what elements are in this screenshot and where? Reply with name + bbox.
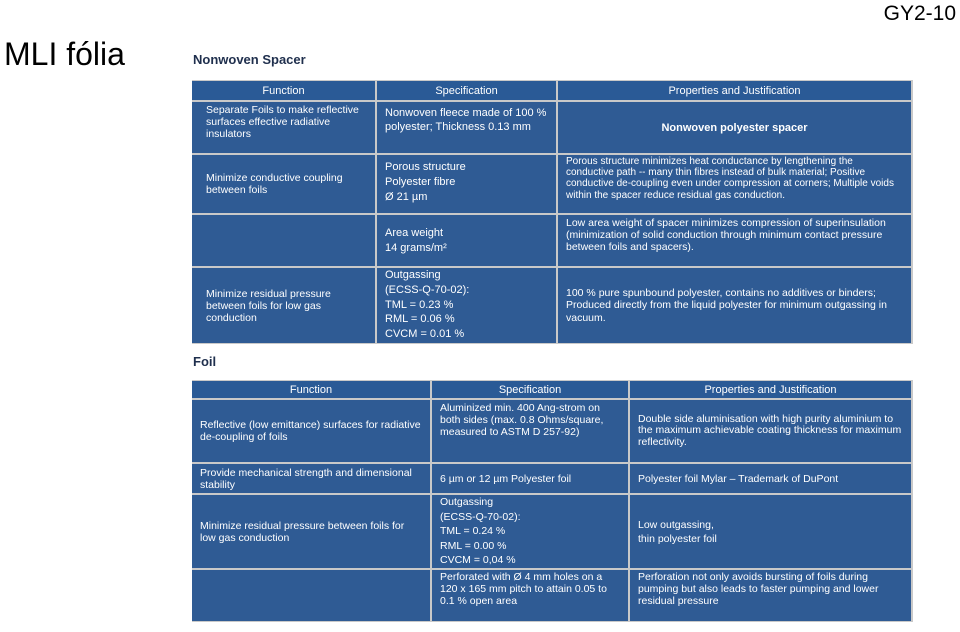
- foil-prop-2: Polyester foil Mylar – Trademark of DuPont: [630, 464, 911, 493]
- foil-header-function: Function: [192, 381, 430, 398]
- foil-header-specification: Specification: [432, 381, 628, 398]
- spacer-header-properties: Properties and Justification: [558, 81, 911, 100]
- foil-function-1: Reflective (low emittance) surfaces for radiative de-coupling of foils: [192, 400, 430, 462]
- foil-section-title: Foil: [193, 354, 217, 369]
- spacer-function-1: Separate Foils to make reflective surfaces effective radiative insulators: [192, 102, 375, 153]
- spacer-spec-2: Porous structure Polyester fibre Ø 21 µm: [377, 155, 556, 213]
- spacer-header-specification: Specification: [377, 81, 556, 100]
- foil-spec-4: Perforated with Ø 4 mm holes on a 120 x 165 mm pitch to attain 0.05 to 0.1 % open area: [432, 570, 628, 621]
- foil-function-3: Minimize residual pressure between foils for low gas conduction: [192, 495, 430, 568]
- foil-function-2: Provide mechanical strength and dimensional stability: [192, 464, 430, 493]
- slide-code: GY2-10: [883, 2, 956, 25]
- foil-spec-3: Outgassing (ECSS-Q-70-02): TML = 0.24 % RML = 0.00 % CVCM = 0,04 %: [432, 495, 628, 568]
- spacer-function-empty: [192, 215, 375, 266]
- foil-spec-2: 6 µm or 12 µm Polyester foil: [432, 464, 628, 493]
- spacer-function-2: Minimize conductive coupling between foils: [192, 155, 375, 213]
- spacer-prop-4: 100 % pure spunbound polyester, contains no additives or binders; Produced directly from the liquid polyester for minimum outgassing in vacuum.: [558, 268, 911, 343]
- foil-function-empty: [192, 570, 430, 621]
- spacer-spec-1: Nonwoven fleece made of 100 % polyester; Thickness 0.13 mm: [377, 102, 556, 153]
- spacer-prop-2: Porous structure minimizes heat conductance by lengthening the conductive path -- many thin fibres instead of bulk material; Positive conductive de-coupling even under compression at corners; Multiple voids within the spacer reduce residual gas conduction.: [558, 155, 911, 213]
- spacer-prop-1: Nonwoven polyester spacer: [558, 102, 911, 153]
- foil-header-properties: Properties and Justification: [630, 381, 911, 398]
- foil-spec-1: Aluminized min. 400 Ang-strom on both sides (max. 0.8 Ohms/square, measured to ASTM D 257-92): [432, 400, 628, 462]
- spacer-spec-3: Area weight 14 grams/m²: [377, 215, 556, 266]
- foil-prop-3: Low outgassing, thin polyester foil: [630, 495, 911, 568]
- spacer-section-title: Nonwoven Spacer: [193, 52, 306, 67]
- foil-prop-1: Double side aluminisation with high purity aluminium to the maximum achievable coating thickness for maximum reflectivity.: [630, 400, 911, 462]
- spacer-spec-4: Outgassing (ECSS-Q-70-02): TML = 0.23 % RML = 0.06 % CVCM = 0.01 %: [377, 268, 556, 343]
- foil-prop-4: Perforation not only avoids bursting of foils during pumping but also leads to faster pumping and lower residual pressure: [630, 570, 911, 621]
- spacer-header-function: Function: [192, 81, 375, 100]
- slide-title: MLI fólia: [4, 36, 125, 72]
- spacer-function-3: Minimize residual pressure between foils for low gas conduction: [192, 268, 375, 343]
- spacer-prop-3: Low area weight of spacer minimizes compression of superinsulation (minimization of solid conduction through minimum contact pressure between foils and spacers).: [558, 215, 911, 266]
